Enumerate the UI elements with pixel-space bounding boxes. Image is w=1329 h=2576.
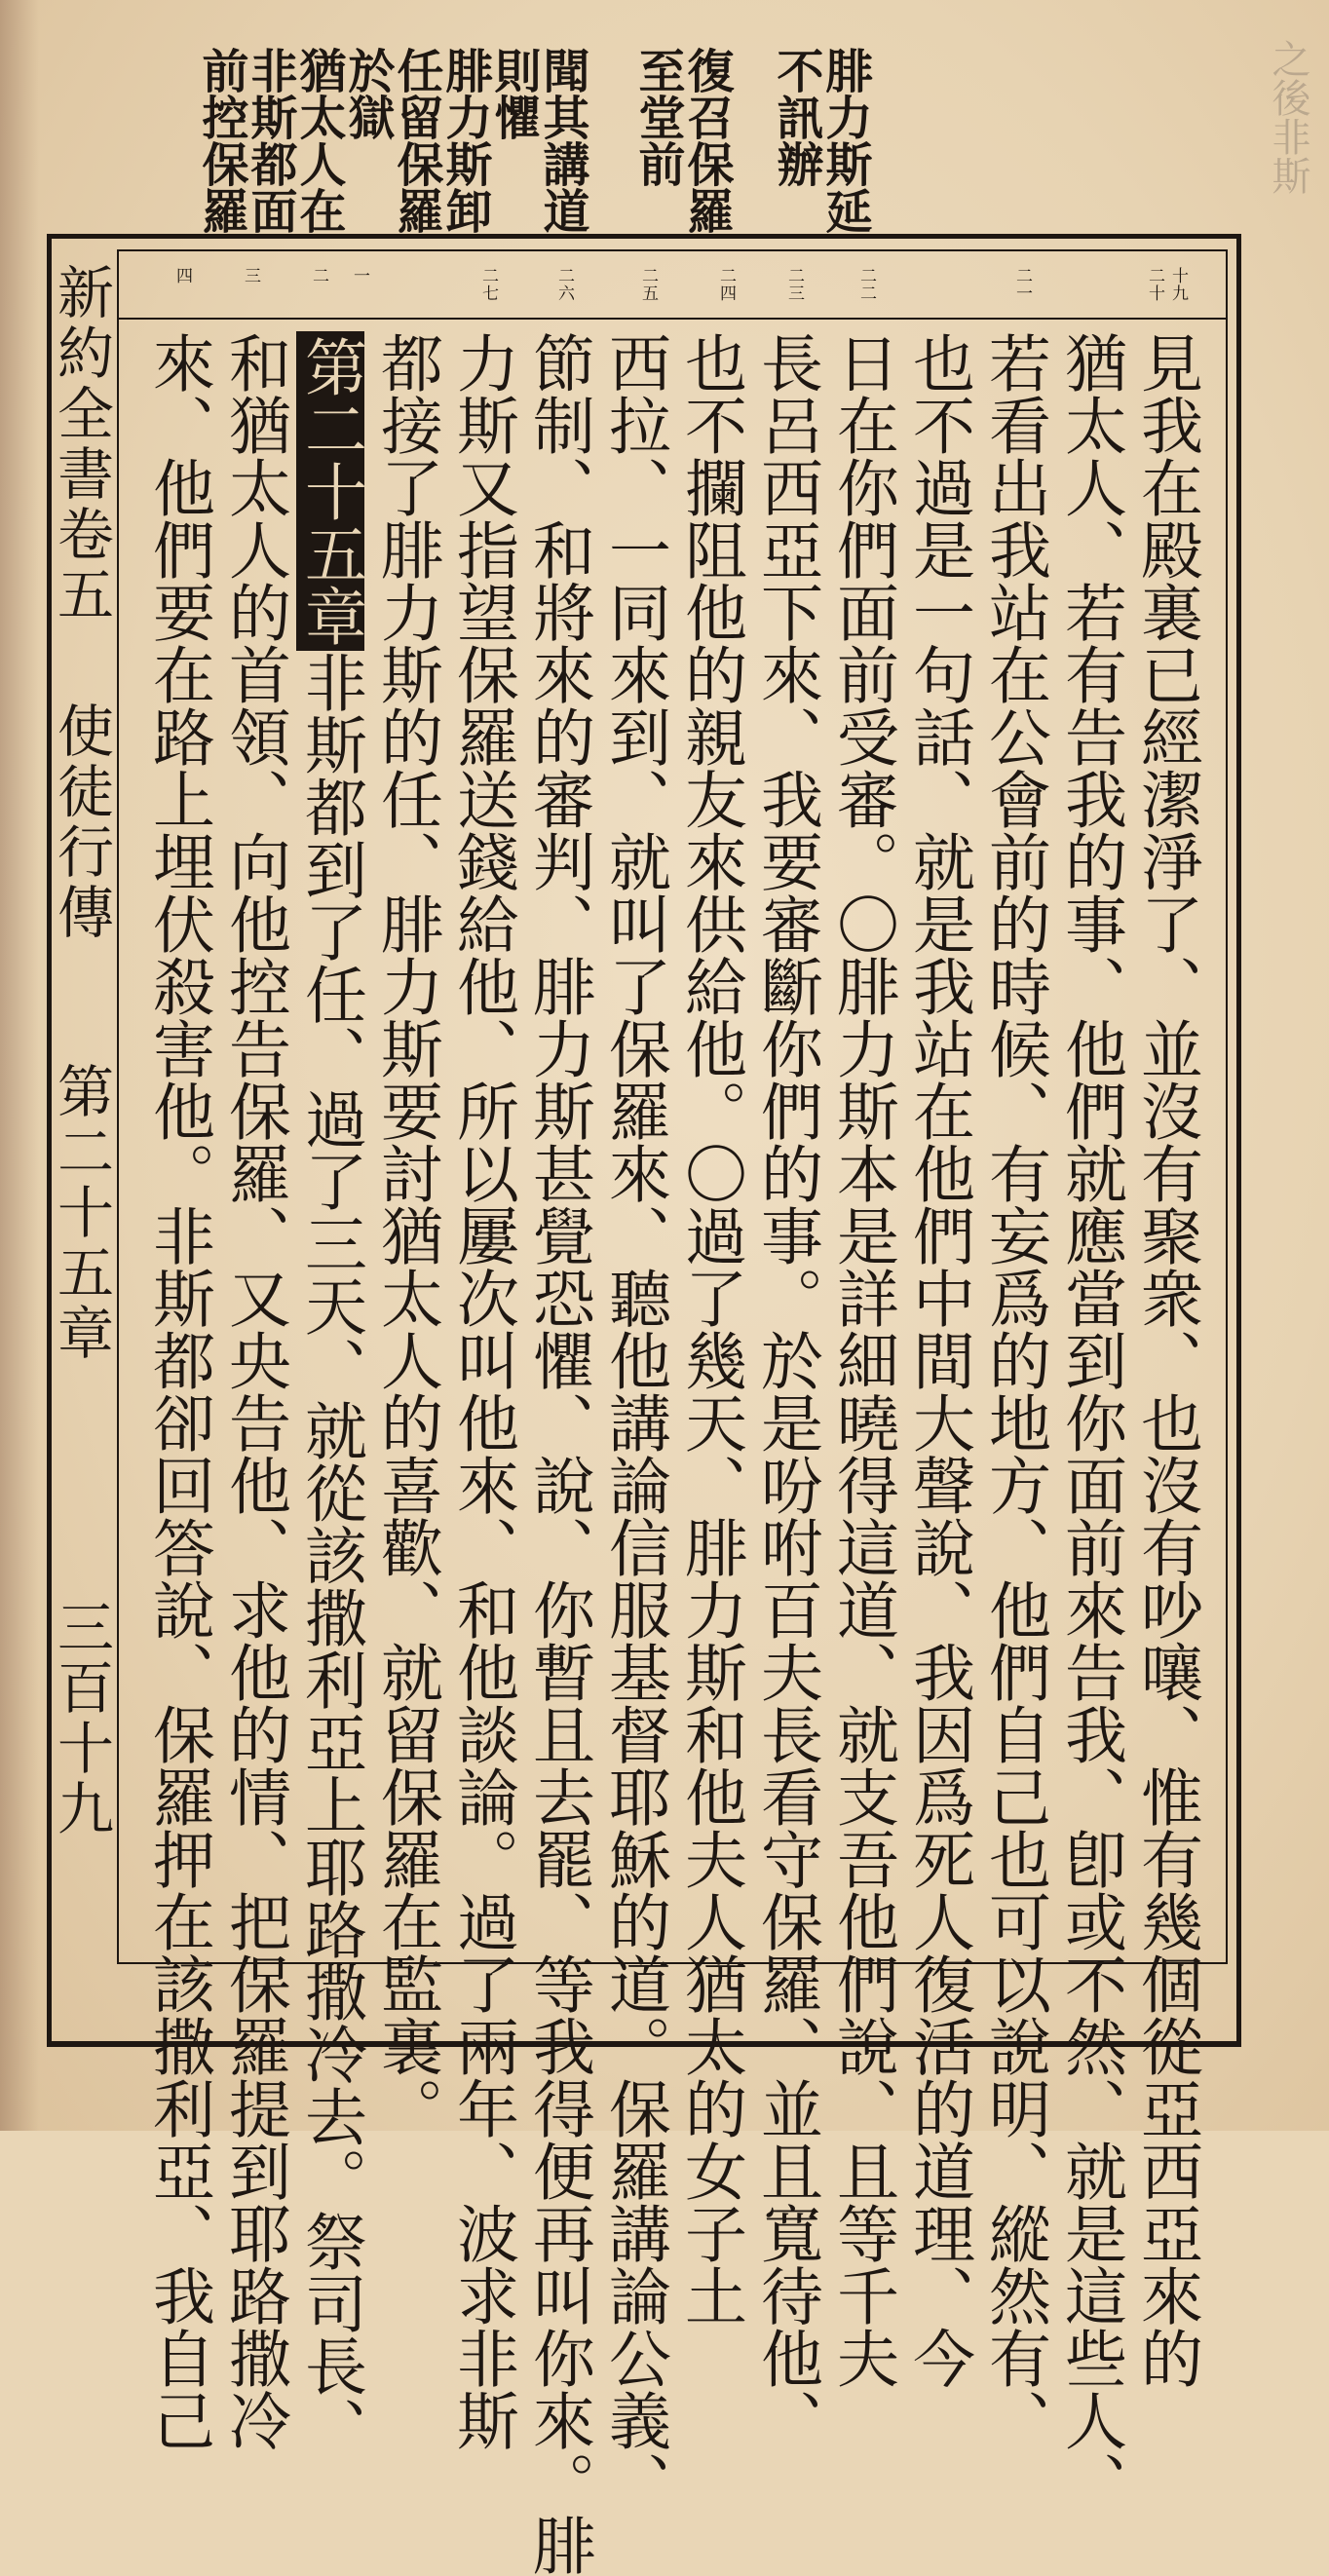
verse-number: 二十 [1145, 267, 1164, 302]
text-column: 節制、和將來的審判、腓力斯甚覺恐懼、說、你暫且去罷、等我得便再叫你來。腓 [522, 331, 594, 2576]
text-column: 也不過是一句話、就是我站在他們中間大聲說、我因爲死人復活的道理、今 [902, 331, 974, 2389]
verse-number-band [117, 249, 1228, 320]
text-column: 和猶太人的首領、向他控告保羅、又央告他、求他的情、把保羅提到耶路撒冷 [218, 331, 290, 2451]
verse-number: 二 [309, 267, 328, 284]
header-note: 猶太人在 [291, 47, 346, 234]
text-column: 也不攔阻他的親友來供給他。〇過了幾天、腓力斯和他夫人猶太的女子土 [674, 331, 746, 2327]
text-column: 來、他們要在路上埋伏殺害他。非斯都卻回答說、保羅押在該撒利亞、我自己 [142, 331, 214, 2451]
text-column: 猶太人、若有告我的事、他們就應當到你面前來告我、卽或不然、就是這些人、 [1054, 331, 1126, 2514]
verse-number: 二七 [478, 267, 498, 302]
header-note: 至堂前 [630, 47, 685, 187]
header-note: 不訊辦 [769, 47, 823, 187]
page-number: 三百十九 [48, 1598, 114, 1839]
text-column: 日在你們面前受審。〇腓力斯本是詳細曉得這道、就支吾他們說、且等千夫 [826, 331, 898, 2389]
bottom-rule [47, 2044, 1241, 2047]
verse-number: 二二 [856, 267, 876, 302]
header-note: 復召保羅 [679, 47, 734, 234]
verse-number: 二四 [716, 267, 736, 302]
header-note: 任留保羅 [389, 47, 443, 234]
text-column: 見我在殿裏已經潔淨了、並沒有聚衆、也沒有吵嚷、惟有幾個從亞西亞來的 [1130, 331, 1202, 2389]
running-header-title: 使徒行傳 [48, 701, 114, 943]
chapter-heading: 第二十五章 [296, 331, 364, 651]
text-column: 力斯又指望保羅送錢給他、所以屢次叫他來、和他談論。過了兩年、波求非斯 [446, 331, 518, 2451]
page-edge-shadow [0, 0, 39, 2131]
header-note: 聞其講道 [535, 47, 589, 234]
verse-number: 一 [350, 267, 369, 284]
text-column: 長呂西亞下來、我要審斷你們的事。於是吩咐百夫長看守保羅、並且寬待他、 [750, 331, 822, 2451]
verse-number: 四 [172, 267, 192, 284]
verse-number: 二五 [638, 267, 658, 302]
header-note: 則懼 [486, 47, 541, 140]
header-note: 前控保羅 [194, 47, 248, 234]
text-column: 若看出我站在公會前的時候、有妄爲的地方、他們自己也可以說明、縱然有、 [978, 331, 1050, 2451]
verse-number: 二六 [554, 267, 574, 302]
header-note: 非斯都面 [243, 47, 297, 234]
verse-number: 十九 [1168, 267, 1188, 302]
verse-number: 二三 [784, 267, 804, 302]
running-header-book: 新約全書卷五 [48, 263, 114, 625]
text-column-chapter-start [296, 331, 364, 2459]
header-note: 腓力斯延 [817, 47, 872, 234]
running-header-chapter: 第二十五章 [48, 1062, 114, 1364]
text-column: 西拉、一同來到、就叫了保羅來、聽他講論信服基督耶穌的道。保羅講論公義、 [598, 331, 670, 2514]
bleed-through-text: 之後非斯 [1266, 39, 1310, 195]
header-note: 腓力斯卸 [437, 47, 492, 234]
text-column-body: 非斯都到了任、過了三天、就從該撒利亞上耶路撒冷去。祭司長、 [294, 651, 366, 2459]
verse-number: 二一 [1012, 267, 1032, 302]
text-column: 都接了腓力斯的任、腓力斯要討猶太人的喜歡、就留保羅在監裏。 [370, 331, 442, 2140]
verse-number: 三 [241, 267, 260, 284]
header-note: 於獄 [340, 47, 395, 140]
